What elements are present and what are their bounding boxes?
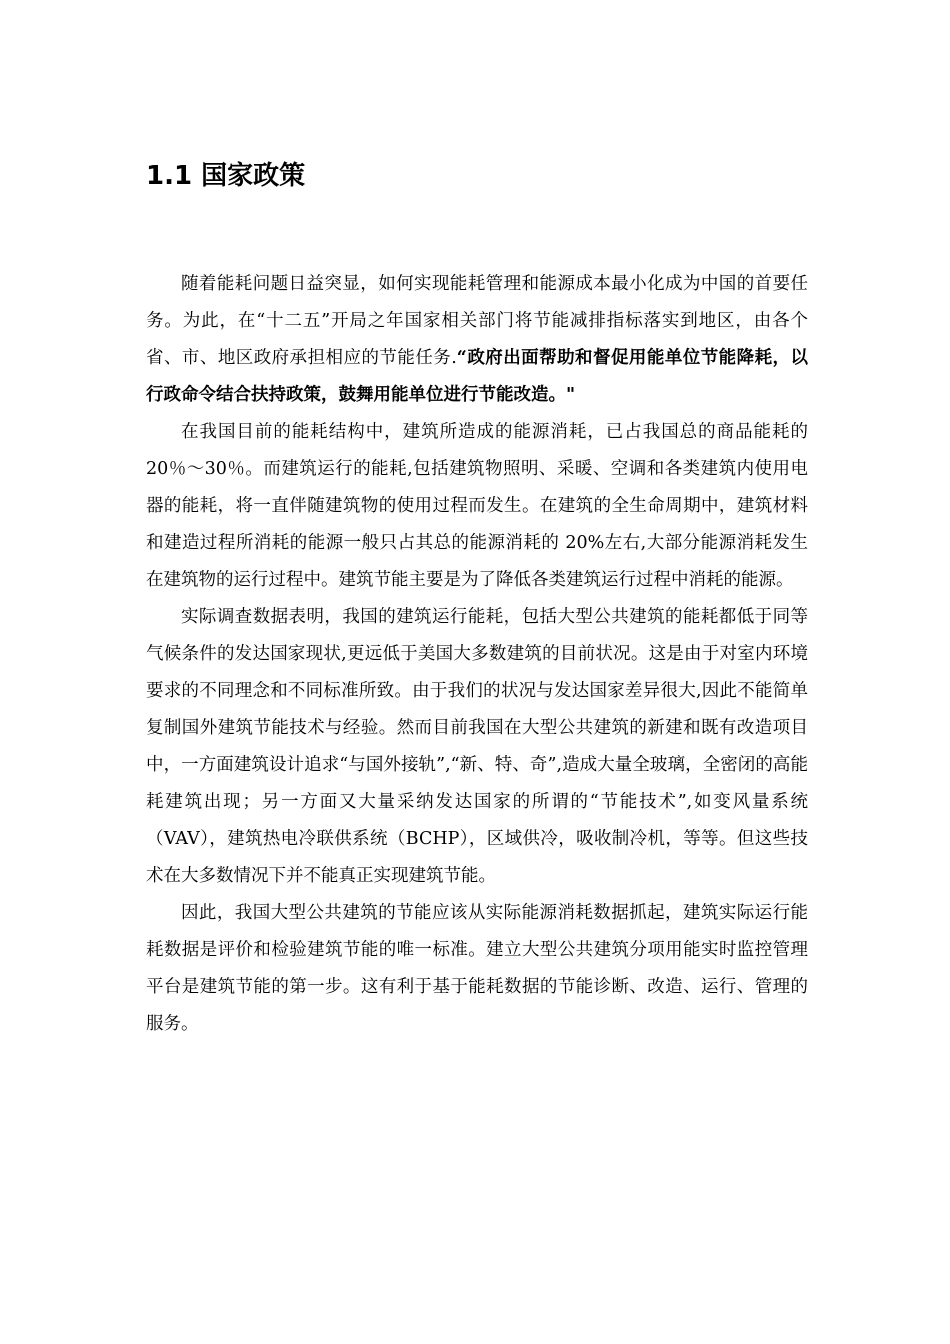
paragraph-1 — [146, 266, 808, 414]
paragraph-2: 在我国目前的能耗结构中，建筑所造成的能源消耗，已占我国总的商品能耗的 20％～30％。而建筑运行的能耗,包括建筑物照明、采暖、空调和各类建筑内使用电器的能耗，将一直伴随建筑物的使用过程而发生。在建筑的全生命周期中，建筑材料和建造过程所消耗的能源一般只占其总的能源消耗的 20%左右,大部分能源消耗发生在建筑物的运行过程中。建筑节能主要是为了降低各类建筑运行过程中消耗的能源。 — [146, 422, 808, 590]
paragraph-3: 实际调查数据表明，我国的建筑运行能耗，包括大型公共建筑的能耗都低于同等气候条件的发达国家现状,更远低于美国大多数建筑的目前状况。这是由于对室内环境要求的不同理念和不同标准所致。由于我们的状况与发达国家差异很大,因此不能简单复制国外建筑节能技术与经验。然而目前我国在大型公共建筑的新建和既有改造项目中，一方面建筑设计追求“与国外接轨”,“新、特、奇”,造成大量全玻璃，全密闭的高能耗建筑出现；另一方面又大量采纳发达国家的所谓的“节能技术”,如变风量系统（VAV），建筑热电冷联供系统（BCHP），区域供冷，吸收制冷机，等等。但这些技术在大多数情况下并不能真正实现建筑节能。 — [146, 607, 808, 886]
paragraph-1-text: 随着能耗问题日益突显，如何实现能耗管理和能源成本最小化成为中国的首要任务。为此，在“十二五”开局之年国家相关部门将节能减排指标落实到地区，由各个省、市、地区政府承担相应的节能任务. — [146, 274, 808, 368]
paragraph-4: 因此，我国大型公共建筑的节能应该从实际能源消耗数据抓起，建筑实际运行能耗数据是评价和检验建筑节能的唯一标准。建立大型公共建筑分项用能实时监控管理平台是建筑节能的第一步。这有利于基于能耗数据的节能诊断、改造、运行、管理的服务。 — [146, 903, 808, 1034]
section-body — [146, 266, 808, 1043]
paragraph-1-bold-quote: “政府出面帮助和督促用能单位节能降耗，以行政命令结合扶持政策，鼓舞用能单位进行节能改造。" — [146, 348, 808, 405]
section-heading: 1.1 国家政策 — [146, 161, 306, 191]
